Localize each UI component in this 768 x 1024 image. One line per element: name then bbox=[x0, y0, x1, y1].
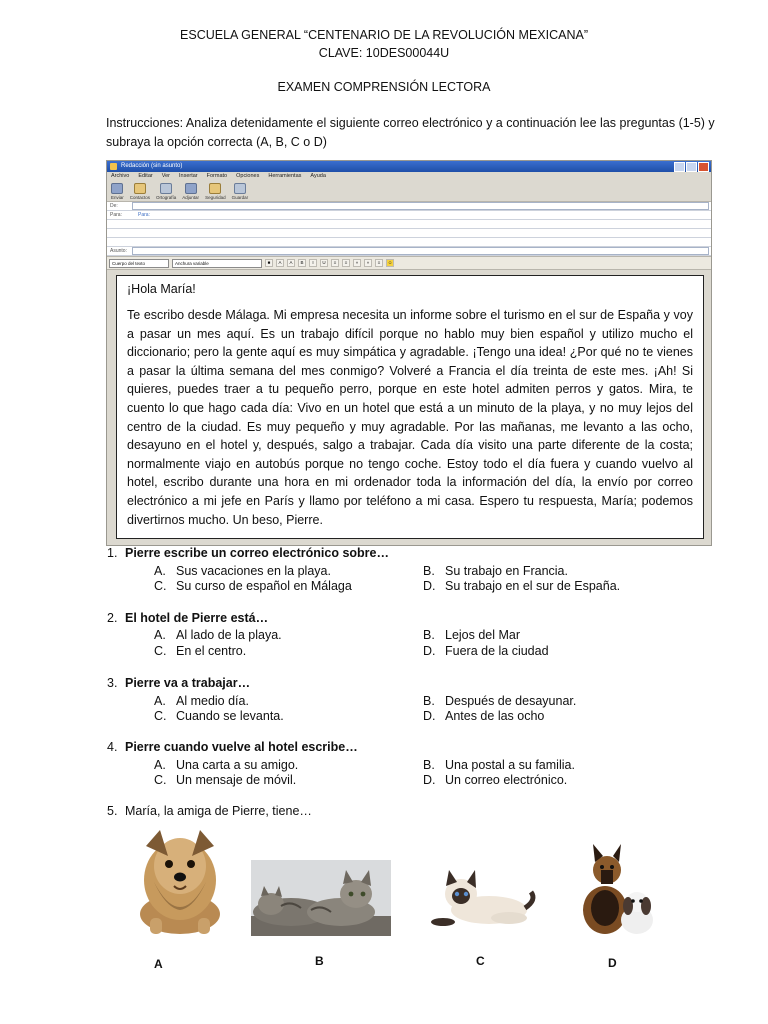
two-dogs-image[interactable] bbox=[573, 840, 663, 936]
question-2 bbox=[107, 611, 268, 625]
security-label: Seguridad bbox=[205, 194, 226, 200]
lock-icon bbox=[209, 183, 221, 194]
save-icon bbox=[234, 183, 246, 194]
option-text: Su trabajo en Francia. bbox=[445, 564, 568, 578]
instructions: Instrucciones: Analiza detenidamente el siguiente correo electrónico y a continuación lee las preguntas (1-5) y subraya la opción correcta (A, B, C o D) bbox=[106, 116, 715, 149]
option-text: Una postal a su familia. bbox=[445, 758, 575, 772]
letter-text: Te escribo desde Málaga. Mi empresa necesita un informe sobre el turismo en el sur de España y voy a pasar un mes aquí. Es un trabajo difícil porque no hablo muy bien español y utilizo mucho el diccionario; pero la gente aquí es muy simpática y agradable. ¡Tengo una idea! ¿Por qué no te vienes a pasar la última semana del mes conmigo? Volveré a Francia el día treinta de este mes. ¡Ah! Si quieres, puedes traer a tu pequeño perro, porque en este hotel admiten perros y gatos. Mira, te cuento lo que hago cada día: Vivo en un hotel que está a un minuto de la playa, y no muy lejos del centro de la ciudad. Es muy pequeño y muy agradable. Por las mañanas, me levanto a las ocho, desayuno en el hotel y, después, salgo a trabajar. Cada día visito una parte diferente de la costa; normalmente viajo en autobús porque no tengo coche. Estoy todo el día fuera y cuando vuelvo al hotel, escribo durante una hora en mi ordenador toda la información del día, la envío por correo electrónico a mi jefe en París y llamo por teléfono a mi casa. Espero tu respuesta, María; podemos divertirnos mucho. Un beso, Pierre. bbox=[127, 308, 693, 527]
window-controls bbox=[674, 162, 709, 172]
q3-option-d[interactable] bbox=[423, 709, 544, 723]
school-clave: CLAVE: 10DES00044U bbox=[318, 46, 450, 60]
siamese-cat-image[interactable] bbox=[421, 862, 537, 930]
question-3 bbox=[107, 676, 250, 690]
empty-row-1 bbox=[107, 220, 711, 229]
menu-formato[interactable]: Formato bbox=[206, 173, 228, 179]
toolbar bbox=[107, 181, 711, 202]
q2-option-b[interactable] bbox=[423, 628, 520, 642]
from-row bbox=[107, 202, 711, 211]
to-field[interactable]: Para: bbox=[138, 212, 150, 218]
option-text: Antes de las ocho bbox=[445, 709, 545, 723]
image-label-d: D bbox=[608, 956, 617, 970]
contacts-button[interactable] bbox=[130, 183, 150, 200]
option-letter: A. bbox=[154, 628, 166, 642]
option-letter: C. bbox=[154, 579, 167, 593]
text-color-icon[interactable]: ■ bbox=[265, 259, 273, 267]
question-number: 5. bbox=[107, 804, 118, 818]
subject-row bbox=[107, 247, 711, 256]
empty-row-3 bbox=[107, 238, 711, 247]
to-row bbox=[107, 211, 711, 220]
security-button[interactable] bbox=[205, 183, 226, 200]
emoticon-icon[interactable]: ☺ bbox=[387, 260, 393, 265]
option-letter: D. bbox=[423, 773, 436, 787]
option-text: Una carta a su amigo. bbox=[176, 758, 299, 772]
font-width-select[interactable]: Anchura variable bbox=[172, 259, 262, 268]
from-field[interactable] bbox=[132, 202, 709, 210]
option-text: Lejos del Mar bbox=[445, 628, 521, 642]
option-letter: B. bbox=[423, 758, 435, 772]
contacts-icon bbox=[134, 183, 146, 194]
option-letter: B. bbox=[423, 564, 435, 578]
q3-option-b[interactable] bbox=[423, 694, 576, 708]
option-letter: B. bbox=[423, 628, 435, 642]
menu-opciones[interactable]: Opciones bbox=[236, 173, 260, 179]
question-5 bbox=[107, 804, 312, 818]
spelling-label: Ortografía bbox=[156, 194, 177, 200]
question-text: Pierre escribe un correo electrónico sobre… bbox=[125, 546, 389, 560]
outdent-icon[interactable]: « bbox=[353, 259, 361, 267]
empty-row-2 bbox=[107, 229, 711, 238]
question-text: Pierre cuando vuelve al hotel escribe… bbox=[125, 740, 358, 754]
paragraph-style-select[interactable]: Cuerpo del texto bbox=[109, 259, 169, 268]
option-letter: D. bbox=[423, 579, 436, 593]
school-name: ESCUELA GENERAL “CENTENARIO DE LA REVOLUCIÓN MEXICANA” bbox=[180, 28, 588, 42]
question-text: Pierre va a trabajar… bbox=[125, 676, 251, 690]
question-number: 2. bbox=[107, 611, 118, 625]
window-title: Redacción (sin asunto) bbox=[121, 163, 183, 169]
to-label: Para: bbox=[110, 212, 122, 218]
send-icon bbox=[111, 183, 123, 194]
option-text: Al medio día. bbox=[176, 694, 249, 708]
menu-herramientas[interactable]: Herramientas bbox=[268, 173, 302, 179]
q2-option-a[interactable] bbox=[154, 628, 282, 642]
font-larger-icon[interactable]: A bbox=[287, 259, 295, 267]
option-text: En el centro. bbox=[176, 644, 247, 658]
question-number: 3. bbox=[107, 676, 118, 690]
send-button[interactable] bbox=[111, 183, 124, 200]
close-icon[interactable] bbox=[698, 162, 709, 172]
option-letter: C. bbox=[154, 773, 167, 787]
exam-title: EXAMEN COMPRENSIÓN LECTORA bbox=[277, 80, 491, 94]
font-smaller-icon[interactable]: A bbox=[276, 259, 284, 267]
attach-button[interactable] bbox=[182, 183, 199, 200]
image-label-c: C bbox=[476, 954, 485, 968]
option-letter: A. bbox=[154, 694, 166, 708]
option-letter: B. bbox=[423, 694, 435, 708]
italic-icon[interactable]: I bbox=[309, 259, 317, 267]
menu-ayuda[interactable]: Ayuda bbox=[310, 173, 326, 179]
format-toolbar bbox=[107, 256, 711, 270]
q2-option-c[interactable] bbox=[154, 644, 246, 658]
maximize-icon[interactable] bbox=[686, 162, 697, 172]
send-label: Enviar bbox=[111, 194, 124, 200]
email-body[interactable] bbox=[116, 275, 704, 539]
option-text: Cuando se levanta. bbox=[176, 709, 284, 723]
minimize-icon[interactable] bbox=[674, 162, 685, 172]
indent-icon[interactable]: » bbox=[364, 259, 372, 267]
menu-insertar[interactable]: Insertar bbox=[178, 173, 198, 179]
image-label-a: A bbox=[154, 957, 163, 971]
menu-ver[interactable]: Ver bbox=[161, 173, 170, 179]
save-label: Guardar bbox=[231, 194, 249, 200]
q1-option-d[interactable] bbox=[423, 579, 620, 593]
window-titlebar bbox=[107, 161, 711, 172]
option-text: Su trabajo en el sur de España. bbox=[445, 579, 621, 593]
contacts-label: Contactos bbox=[129, 194, 151, 200]
option-text: Un mensaje de móvil. bbox=[176, 773, 297, 787]
address-fields bbox=[107, 202, 711, 256]
two-tabby-cats-image[interactable] bbox=[251, 860, 391, 936]
question-text: El hotel de Pierre está… bbox=[125, 611, 269, 625]
q4-option-b[interactable] bbox=[423, 758, 575, 772]
image-label-b: B bbox=[315, 954, 324, 968]
q1-option-a[interactable] bbox=[154, 564, 331, 578]
q4-option-c[interactable] bbox=[154, 773, 296, 787]
spelling-icon bbox=[160, 183, 172, 194]
q3-option-a[interactable] bbox=[154, 694, 249, 708]
letter-greeting: ¡Hola María! bbox=[127, 282, 196, 296]
q3-option-c[interactable] bbox=[154, 709, 284, 723]
option-text: Al lado de la playa. bbox=[176, 628, 282, 642]
q1-option-c[interactable] bbox=[154, 579, 352, 593]
option-text: Sus vacaciones en la playa. bbox=[176, 564, 331, 578]
option-text: Su curso de español en Málaga bbox=[176, 579, 352, 593]
option-letter: C. bbox=[154, 644, 167, 658]
underline-icon[interactable]: U bbox=[320, 259, 328, 267]
align-icon[interactable]: ≡ bbox=[375, 259, 383, 267]
option-letter: A. bbox=[154, 564, 166, 578]
q1-option-b[interactable] bbox=[423, 564, 568, 578]
spelling-button[interactable] bbox=[156, 183, 176, 200]
q4-option-d[interactable] bbox=[423, 773, 567, 787]
option-text: Fuera de la ciudad bbox=[445, 644, 549, 658]
option-letter: C. bbox=[154, 709, 167, 723]
question-4 bbox=[107, 740, 358, 754]
save-button[interactable] bbox=[232, 183, 249, 200]
option-text: Un correo electrónico. bbox=[445, 773, 568, 787]
question-number: 1. bbox=[107, 546, 118, 560]
menu-editar[interactable]: Editar bbox=[138, 173, 153, 179]
menu-archivo[interactable]: Archivo bbox=[111, 173, 130, 179]
from-label: De: bbox=[110, 203, 118, 209]
option-text: Después de desayunar. bbox=[445, 694, 577, 708]
option-letter: D. bbox=[423, 709, 436, 723]
bulleted-list-icon[interactable]: ≡ bbox=[331, 259, 339, 267]
menu-bar bbox=[107, 172, 711, 181]
paperclip-icon bbox=[185, 183, 197, 194]
bold-icon[interactable]: B bbox=[298, 259, 306, 267]
option-letter: D. bbox=[423, 644, 436, 658]
question-text: María, la amiga de Pierre, tiene… bbox=[125, 804, 312, 818]
question-1 bbox=[107, 546, 389, 560]
subject-label: Asunto: bbox=[110, 248, 127, 254]
yorkshire-terrier-dog-image[interactable] bbox=[124, 822, 236, 936]
attach-label: Adjuntar bbox=[182, 194, 200, 200]
q4-option-a[interactable] bbox=[154, 758, 298, 772]
q2-option-d[interactable] bbox=[423, 644, 549, 658]
app-icon bbox=[110, 163, 117, 170]
option-letter: A. bbox=[154, 758, 166, 772]
subject-field[interactable] bbox=[132, 247, 709, 255]
email-client-window bbox=[106, 160, 712, 546]
numbered-list-icon[interactable]: ≡ bbox=[342, 259, 350, 267]
question-number: 4. bbox=[107, 740, 118, 754]
